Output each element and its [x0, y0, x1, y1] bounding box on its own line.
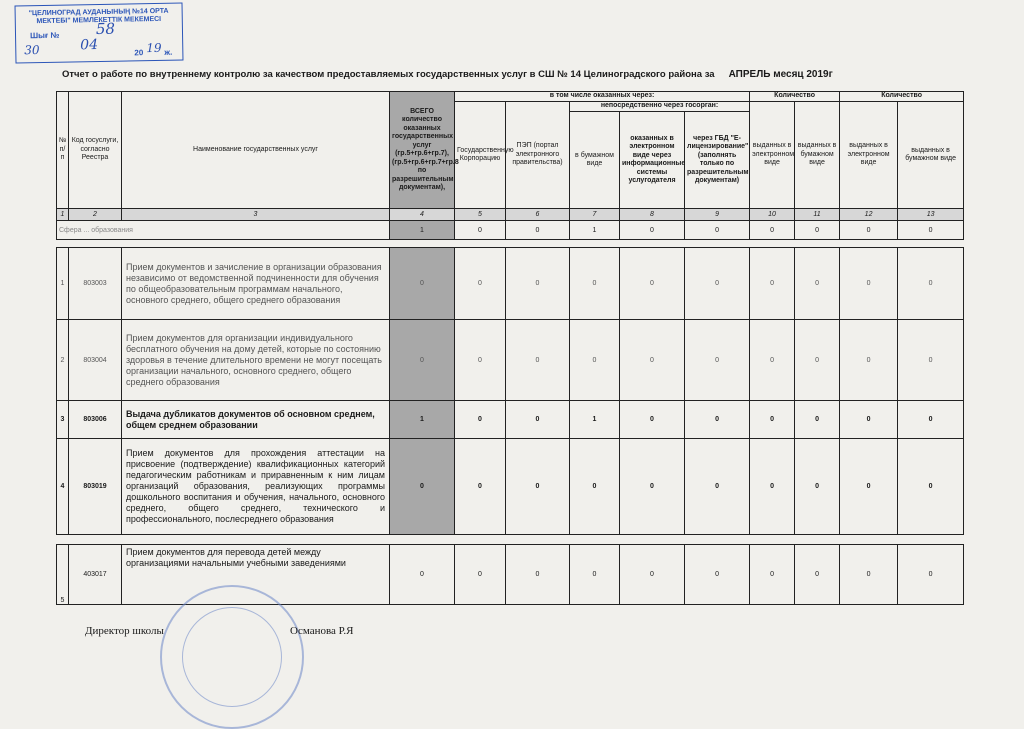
- row-value: 0: [750, 401, 795, 439]
- summary-value: 0: [795, 221, 840, 240]
- header-issued-p2: выданных в бумажном виде: [898, 102, 964, 209]
- header-elec-info: оказанных в электронном виде через информационные системы услугодателя: [620, 112, 685, 209]
- summary-value: 0: [620, 221, 685, 240]
- header-issued-p1: выданных в бумажном виде: [795, 102, 840, 209]
- header-issued-e2: выданных в электронном виде: [840, 102, 898, 209]
- row-value: 0: [795, 401, 840, 439]
- row-value: 0: [455, 439, 506, 535]
- row-value: 0: [840, 545, 898, 605]
- header-code: Код госуслуги, согласно Реестра: [69, 92, 122, 209]
- row-code: 803003: [69, 248, 122, 320]
- summary-value: 0: [455, 221, 506, 240]
- header-issued-e1: выданных в электронном виде: [750, 102, 795, 209]
- row-value: 0: [455, 248, 506, 320]
- row-value: 0: [750, 439, 795, 535]
- row-code: 403017: [69, 545, 122, 605]
- signature-position: Директор школы: [85, 625, 164, 637]
- report-table: [56, 91, 964, 605]
- row-value: 0: [390, 545, 455, 605]
- row-value: 0: [840, 401, 898, 439]
- header-total: ВСЕГО количество оказанных государственных услуг (гр.5+гр.6+гр.7), (гр.5+гр.6+гр.7+гр.8 по разрешительным документам),: [390, 92, 455, 209]
- row-value: 0: [750, 248, 795, 320]
- table-row: [57, 248, 964, 320]
- row-value: 0: [795, 545, 840, 605]
- stamp-date-year: 19: [146, 40, 162, 56]
- header-qty-1: Количество: [750, 92, 840, 102]
- summary-value: 0: [685, 221, 750, 240]
- row-value: 0: [570, 439, 620, 535]
- row-value: 0: [390, 320, 455, 401]
- row-value: 0: [795, 439, 840, 535]
- row-value: 0: [390, 439, 455, 535]
- row-num: 4: [57, 439, 69, 535]
- row-value: 0: [620, 439, 685, 535]
- col-number: 7: [570, 209, 620, 221]
- summary-value: 0: [898, 221, 964, 240]
- row-value: 0: [898, 439, 964, 535]
- col-number: 4: [390, 209, 455, 221]
- report-title: [62, 69, 833, 80]
- col-number: 9: [685, 209, 750, 221]
- row-value: 0: [455, 401, 506, 439]
- row-value: 1: [390, 401, 455, 439]
- official-stamp: [15, 3, 184, 64]
- row-value: 0: [506, 545, 570, 605]
- row-value: 0: [898, 320, 964, 401]
- stamp-date-month: 04: [80, 37, 99, 54]
- row-num: 5: [57, 545, 69, 605]
- row-name: Прием документов для организации индивидуального бесплатного обучения на дому детей, которые по состоянию здоровья в течение длительного времени не могут посещать организации начального, основного среднего, общего среднего образования: [122, 320, 390, 401]
- row-code: 803019: [69, 439, 122, 535]
- row-num: 2: [57, 320, 69, 401]
- row-num: 3: [57, 401, 69, 439]
- round-seal: [160, 585, 304, 729]
- row-value: 0: [840, 248, 898, 320]
- summary-row: [57, 221, 964, 240]
- stamp-no-label: Шығ №: [29, 30, 60, 41]
- header-gov-corp: Государственную Корпорацию: [455, 102, 506, 209]
- row-value: 0: [750, 320, 795, 401]
- row-value: 0: [685, 401, 750, 439]
- col-number: 6: [506, 209, 570, 221]
- stamp-line-2: МЕКТЕБІ" МЕМЛЕКЕТТІК МЕКЕМЕСІ: [36, 15, 162, 26]
- header-paper: в бумажном виде: [570, 112, 620, 209]
- row-value: 0: [506, 401, 570, 439]
- row-num: 1: [57, 248, 69, 320]
- row-value: 0: [795, 248, 840, 320]
- report-title-text: Отчет о работе по внутреннему контролю за качеством предоставляемых государственных услуг в СШ № 14 Целиноградского района за: [62, 69, 715, 80]
- row-value: 0: [685, 545, 750, 605]
- row-name: Прием документов для прохождения аттестации на присвоение (подтверждение) квалификационных категорий педагогическим работникам и приравненным к ним лицам организаций образования, реализующих программы дошкольного воспитания и обучения, начального, основного среднего, общего среднего, технического и профессионального, послесреднего образования: [122, 439, 390, 535]
- col-number: 1: [57, 209, 69, 221]
- header-direct: непосредственно через госорган:: [570, 102, 750, 112]
- row-value: 0: [570, 248, 620, 320]
- header-pep: ПЭП (портал электронного правительства): [506, 102, 570, 209]
- row-value: 1: [570, 401, 620, 439]
- row-value: 0: [898, 248, 964, 320]
- row-value: 0: [455, 320, 506, 401]
- row-value: 0: [455, 545, 506, 605]
- row-value: 0: [898, 401, 964, 439]
- row-value: 0: [840, 320, 898, 401]
- signature-name: Османова Р.Я: [290, 625, 354, 637]
- row-value: 0: [750, 545, 795, 605]
- header-qty-2: Количество: [840, 92, 964, 102]
- row-value: 0: [620, 320, 685, 401]
- row-value: 0: [685, 248, 750, 320]
- row-value: 0: [620, 401, 685, 439]
- col-number: 10: [750, 209, 795, 221]
- stamp-no-value: 58: [95, 19, 116, 39]
- header-name: Наименование государственных услуг: [122, 92, 390, 209]
- row-code: 803006: [69, 401, 122, 439]
- row-code: 803004: [69, 320, 122, 401]
- col-number: 8: [620, 209, 685, 221]
- summary-value: 1: [570, 221, 620, 240]
- col-number: 2: [69, 209, 122, 221]
- row-name: Прием документов для перевода детей между организациями начальными учебными заведениями: [122, 545, 390, 605]
- summary-value: 0: [840, 221, 898, 240]
- col-number: 3: [122, 209, 390, 221]
- summary-label: Сфера ... образования: [57, 221, 390, 240]
- stamp-line-1: "ЦЕЛИНОГРАД АУДАНЫНЫҢ №14 ОРТА: [28, 7, 169, 18]
- col-number: 11: [795, 209, 840, 221]
- row-value: 0: [390, 248, 455, 320]
- row-value: 0: [898, 545, 964, 605]
- report-month: АПРЕЛЬ месяц 2019г: [728, 69, 833, 80]
- header-gbd: через ГБД "Е-лицензирование" (заполнять только по разрешительным документам): [685, 112, 750, 209]
- stamp-date-year-prefix: 20: [134, 48, 144, 58]
- table-row: [57, 401, 964, 439]
- row-name: Прием документов и зачисление в организации образования независимо от ведомственной подчиненности для обучения по общеобразовательным программам начального, основного среднего, общего среднего образования: [122, 248, 390, 320]
- stamp-date-suffix: ж.: [164, 47, 173, 57]
- row-value: 0: [506, 320, 570, 401]
- row-value: 0: [570, 545, 620, 605]
- row-value: 0: [620, 545, 685, 605]
- row-name: Выдача дубликатов документов об основном среднем, общем среднем образовании: [122, 401, 390, 439]
- row-value: 0: [570, 320, 620, 401]
- row-value: 0: [506, 248, 570, 320]
- table-row: [57, 439, 964, 535]
- header-num: № п/п: [57, 92, 69, 209]
- table-row: [57, 320, 964, 401]
- row-value: 0: [506, 439, 570, 535]
- row-value: 0: [620, 248, 685, 320]
- summary-value: 0: [506, 221, 570, 240]
- col-number: 13: [898, 209, 964, 221]
- row-value: 0: [795, 320, 840, 401]
- col-number: 5: [455, 209, 506, 221]
- row-value: 0: [685, 320, 750, 401]
- summary-value: 0: [750, 221, 795, 240]
- row-value: 0: [685, 439, 750, 535]
- row-value: 0: [840, 439, 898, 535]
- header-incl: в том числе оказанных через:: [455, 92, 750, 102]
- col-number: 12: [840, 209, 898, 221]
- summary-value: 1: [390, 221, 455, 240]
- stamp-date-day: 30: [24, 43, 40, 58]
